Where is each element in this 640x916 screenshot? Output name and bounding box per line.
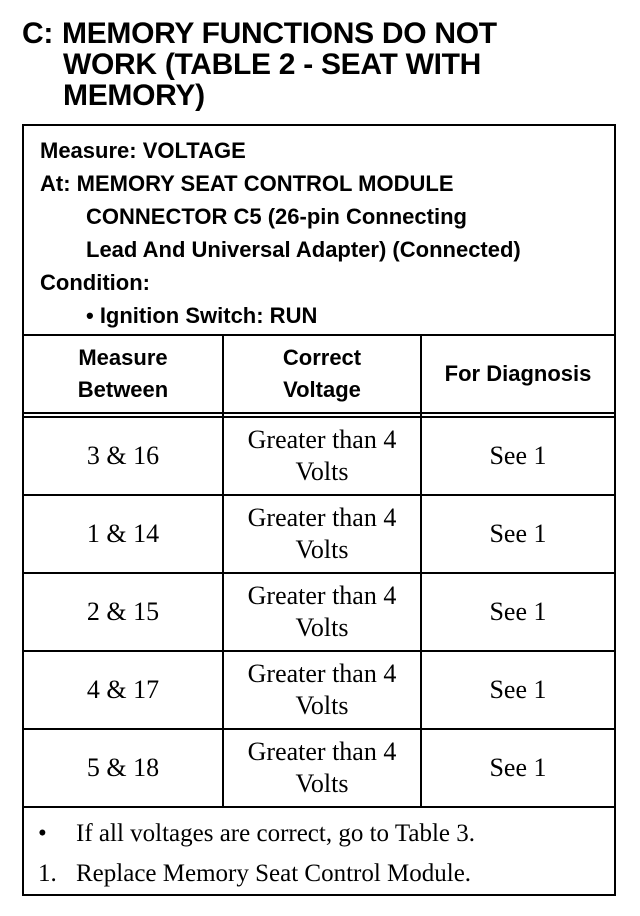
condition-item: • Ignition Switch: RUN bbox=[86, 303, 318, 328]
table-row-cell-diagnosis: See 1 bbox=[489, 519, 547, 548]
note-bullet: • bbox=[38, 820, 47, 847]
title-line-3: MEMORY) bbox=[63, 79, 205, 112]
footer-notes bbox=[38, 814, 608, 894]
table-row-cell-diagnosis: See 1 bbox=[489, 597, 547, 626]
header-measure-between bbox=[24, 336, 222, 412]
title-line-2: WORK (TABLE 2 - SEAT WITH bbox=[63, 48, 482, 81]
note-text: Replace Memory Seat Control Module. bbox=[76, 860, 472, 887]
table-row-cell-diagnosis: See 1 bbox=[489, 441, 547, 470]
header-for-diagnosis-line1: For Diagnosis bbox=[444, 361, 592, 386]
voltage-line1: Greater than 4 bbox=[247, 425, 397, 454]
table-row-cell-voltage bbox=[224, 574, 420, 650]
table-row-cell-voltage bbox=[224, 418, 420, 494]
voltage-line1: Greater than 4 bbox=[247, 503, 397, 532]
header-correct-voltage-line1: Correct bbox=[282, 345, 362, 370]
table-bottom-divider bbox=[24, 806, 614, 808]
voltage-line1: Greater than 4 bbox=[247, 581, 397, 610]
title-line-1 bbox=[22, 18, 622, 49]
voltage-line2: Volts bbox=[295, 691, 349, 720]
note-item bbox=[38, 814, 608, 854]
table-row-cell-voltage bbox=[224, 652, 420, 728]
voltage-line2: Volts bbox=[295, 613, 349, 642]
title-prefix: C: bbox=[22, 17, 54, 50]
page-title bbox=[22, 18, 622, 111]
note-item bbox=[38, 854, 608, 894]
voltage-line1: Greater than 4 bbox=[247, 737, 397, 766]
table-row-cell-diagnosis: See 1 bbox=[489, 753, 547, 782]
table-row-cell-between: 2 & 15 bbox=[86, 597, 160, 626]
voltage-line2: Volts bbox=[295, 769, 349, 798]
table-row-cell-between: 4 & 17 bbox=[86, 675, 160, 704]
voltage-line1: Greater than 4 bbox=[247, 659, 397, 688]
header-correct-voltage-line2: Voltage bbox=[283, 377, 361, 402]
diagnostic-table-box bbox=[22, 124, 616, 896]
note-text: If all voltages are correct, go to Table 3. bbox=[76, 820, 476, 847]
table-row-cell-voltage bbox=[224, 730, 420, 806]
at-line-2: CONNECTOR C5 (26-pin Connecting bbox=[86, 204, 467, 229]
test-conditions bbox=[40, 134, 610, 332]
header-measure-between-line2: Between bbox=[77, 377, 169, 402]
table-row-cell-between: 5 & 18 bbox=[86, 753, 160, 782]
table-row-cell-voltage bbox=[224, 496, 420, 572]
at-line-3: Lead And Universal Adapter) (Connected) bbox=[86, 237, 521, 262]
voltage-line2: Volts bbox=[295, 457, 349, 486]
measure-line: Measure: VOLTAGE bbox=[40, 138, 246, 163]
voltage-line2: Volts bbox=[295, 535, 349, 564]
header-measure-between-line1: Measure bbox=[78, 345, 168, 370]
table-row-cell-between: 1 & 14 bbox=[86, 519, 160, 548]
header-correct-voltage bbox=[224, 336, 420, 412]
table-row-cell-between: 3 & 16 bbox=[86, 441, 160, 470]
note-number: 1. bbox=[38, 860, 57, 887]
condition-label: Condition: bbox=[40, 270, 150, 295]
header-for-diagnosis bbox=[422, 336, 614, 412]
title-text-1: MEMORY FUNCTIONS DO NOT bbox=[62, 17, 497, 50]
at-line-1: At: MEMORY SEAT CONTROL MODULE bbox=[40, 171, 454, 196]
table-row-cell-diagnosis: See 1 bbox=[489, 675, 547, 704]
